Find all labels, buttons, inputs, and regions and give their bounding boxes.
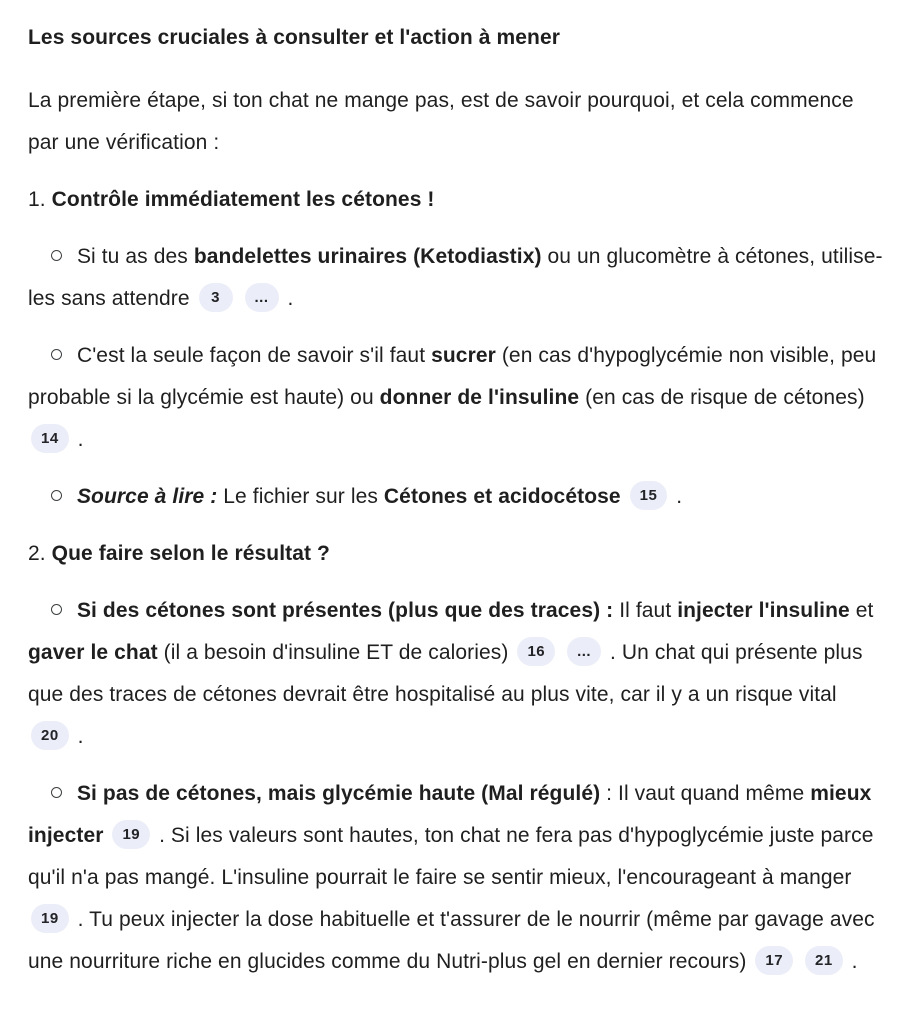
list-item-numbered-1 <box>28 179 883 221</box>
text-run-bold-italic: Source à lire : <box>76 485 224 508</box>
text-run: La première étape, si ton chat ne mange pas, est de savoir pourquoi, et cela commence par une vérification : <box>28 89 854 154</box>
citation-badge[interactable]: 19 <box>112 820 150 849</box>
list-item-bullet-e <box>28 773 883 983</box>
text-run: et <box>855 599 874 622</box>
text-run: (en cas d'hypoglycémie non visible, peu probable si la glycémie est haute) ou <box>28 344 877 409</box>
list-number: 2. <box>28 542 46 565</box>
section-heading <box>28 17 883 59</box>
text-run-bold: injecter l'insuline <box>677 599 850 622</box>
text-run: Le fichier sur les <box>223 485 384 508</box>
text-run: . <box>676 485 683 508</box>
text-run: . Un chat qui présente plus que des traces de cétones devrait être hospitalisé au plus vite, car il y a un risque vital <box>28 641 863 706</box>
text-run: . <box>287 287 294 310</box>
text-run-bold: mieux injecter <box>28 782 872 847</box>
list-item-bullet-c <box>28 476 883 518</box>
text-run-bold: sucrer <box>431 344 496 367</box>
text-run: Si tu as des <box>76 245 194 268</box>
more-citations-badge[interactable]: ... <box>245 283 279 312</box>
intro-paragraph <box>28 80 883 164</box>
bullet-circle-icon <box>51 349 62 360</box>
citation-badge[interactable]: 19 <box>31 904 69 933</box>
list-number: 1. <box>28 188 46 211</box>
text-run: ou un glucomètre à cétones, utilise-les sans attendre <box>28 245 883 310</box>
text-run-bold: donner de l'insuline <box>379 386 580 409</box>
list-item-title: Contrôle immédiatement les cétones ! <box>51 188 435 211</box>
list-item-bullet-d <box>28 590 883 758</box>
bullet-circle-icon <box>51 490 62 501</box>
text-run: Il faut <box>619 599 678 622</box>
text-run: . Tu peux injecter la dose habituelle et t'assurer de le nourrir (même par gavage avec une nourriture riche en glucides comme du Nutri-plus gel en dernier recours) <box>28 908 875 973</box>
citation-badge[interactable]: 15 <box>630 481 668 510</box>
bullet-circle-icon <box>51 604 62 615</box>
citation-badge[interactable]: 17 <box>755 946 793 975</box>
citation-badge[interactable]: 20 <box>31 721 69 750</box>
citation-badge[interactable]: 14 <box>31 424 69 453</box>
list-item-numbered-2 <box>28 533 883 575</box>
text-run-bold: Si des cétones sont présentes (plus que des traces) : <box>76 599 614 622</box>
list-item-bullet-b <box>28 335 883 461</box>
text-run: . <box>77 725 84 748</box>
text-run: . <box>851 950 858 973</box>
citation-badge[interactable]: 21 <box>805 946 843 975</box>
more-citations-badge[interactable]: ... <box>567 637 601 666</box>
text-run: (il a besoin d'insuline ET de calories) <box>163 641 515 664</box>
citation-badge[interactable]: 16 <box>517 637 555 666</box>
text-run: . <box>77 428 84 451</box>
text-run-bold: Si pas de cétones, mais glycémie haute (Mal régulé) <box>76 782 601 805</box>
bullet-circle-icon <box>51 250 62 261</box>
text-run: C'est la seule façon de savoir s'il faut <box>76 344 432 367</box>
text-run-bold: bandelettes urinaires (Ketodiastix) <box>193 245 542 268</box>
text-run: . Si les valeurs sont hautes, ton chat ne fera pas d'hypoglycémie juste parce qu'il n'a pas mangé. L'insuline pourrait le faire se sentir mieux, l'encourageant à manger <box>28 824 874 889</box>
list-item-bullet-a <box>28 236 883 320</box>
text-run-bold: Cétones et acidocétose <box>383 485 621 508</box>
citation-badge[interactable]: 3 <box>199 283 233 312</box>
text-run-bold: gaver le chat <box>28 641 158 664</box>
heading-text: Les sources cruciales à consulter et l'action à mener <box>28 26 561 49</box>
text-run: (en cas de risque de cétones) <box>585 386 865 409</box>
list-item-title: Que faire selon le résultat ? <box>51 542 330 565</box>
text-run: : Il vaut quand même <box>606 782 811 805</box>
bullet-circle-icon <box>51 787 62 798</box>
